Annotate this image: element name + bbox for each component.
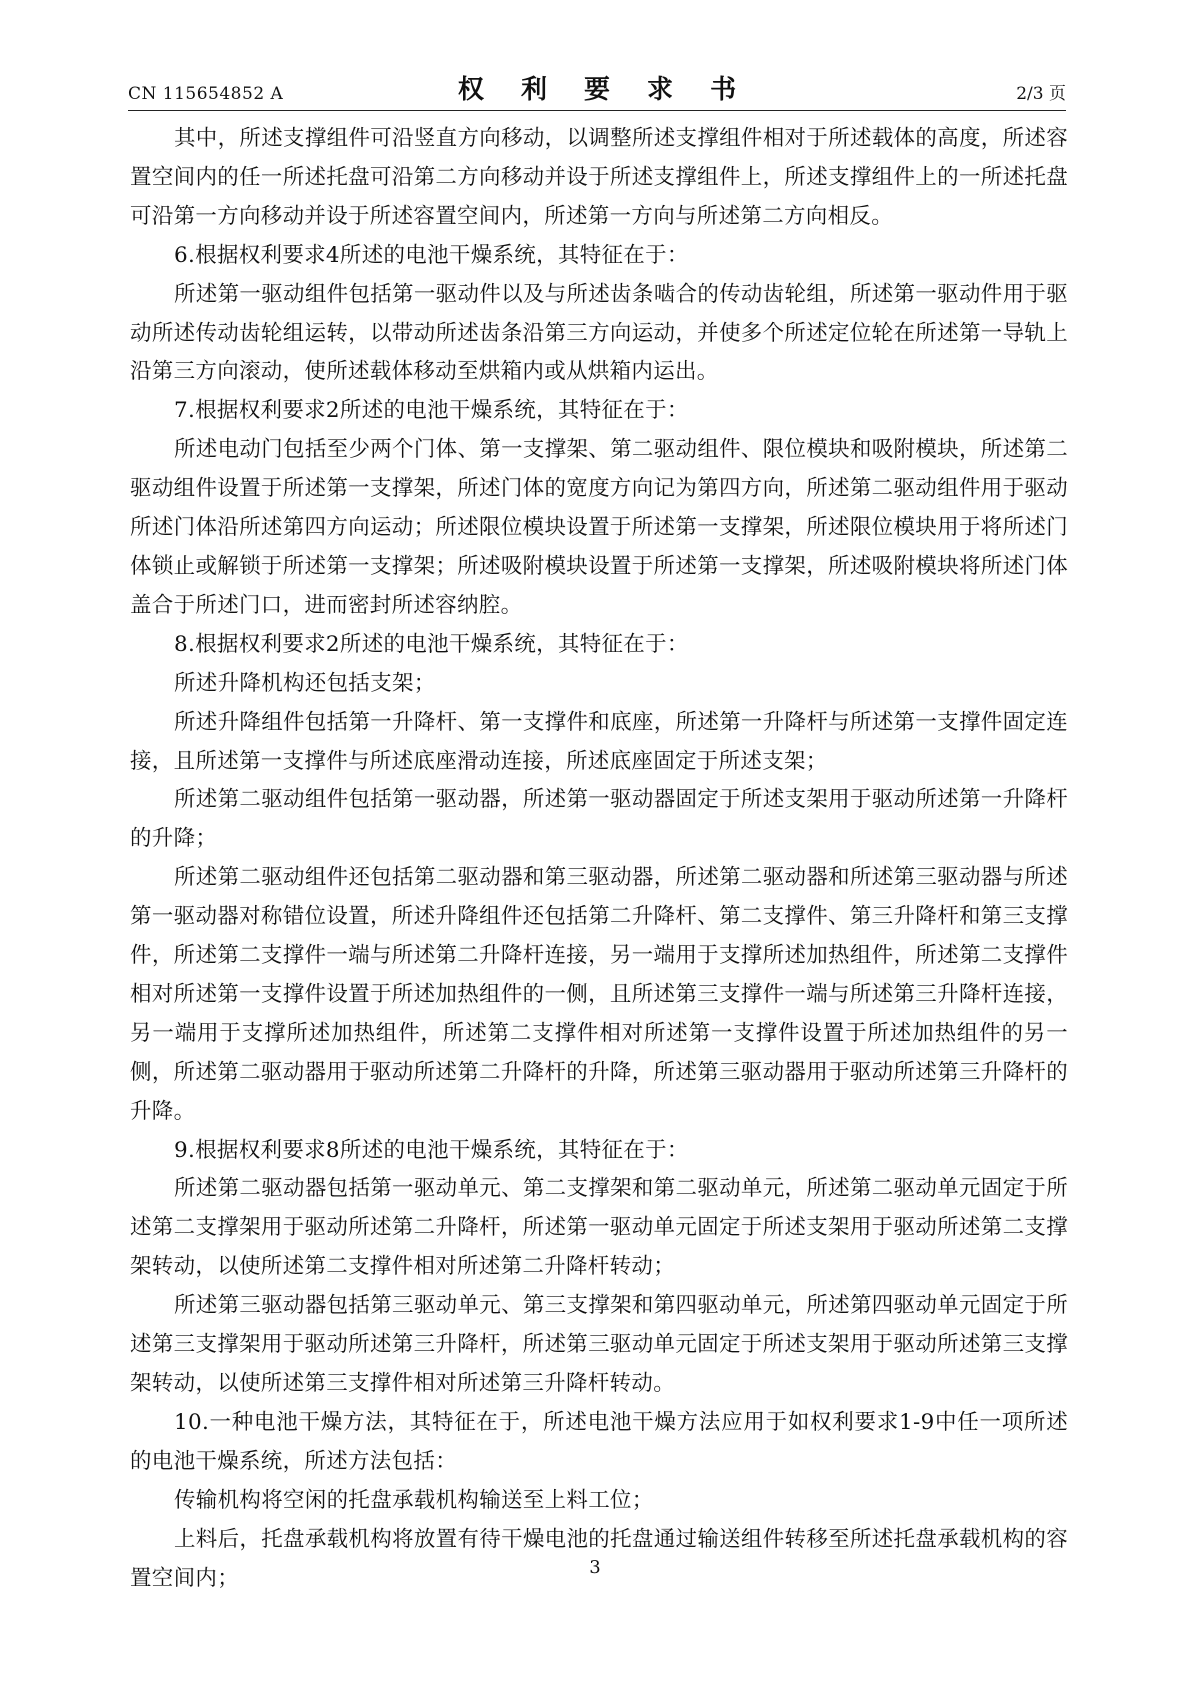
page-indicator: 2/3 页 xyxy=(1016,84,1066,104)
page-header xyxy=(128,70,1066,110)
claim-paragraph: 其中，所述支撑组件可沿竖直方向移动，以调整所述支撑组件相对于所述载体的高度，所述容置空间内的任一所述托盘可沿第二方向移动并设于所述支撑组件上，所述支撑组件上的一所述托盘可沿第一方向移动并设于所述容置空间内，所述第一方向与所述第二方向相反。 xyxy=(130,126,1068,229)
claim-7-heading: 7.根据权利要求2所述的电池干燥系统，其特征在于： xyxy=(174,398,689,424)
claim-paragraph: 所述第二驱动组件包括第一驱动器，所述第一驱动器固定于所述支架用于驱动所述第一升降杆的升降； xyxy=(130,787,1068,852)
claim-paragraph: 所述第一驱动组件包括第一驱动件以及与所述齿条啮合的传动齿轮组，所述第一驱动件用于驱动所述传动齿轮组运转，以带动所述齿条沿第三方向运动，并使多个所述定位轮在所述第一导轨上沿第三方向滚动，使所述载体移动至烘箱内或从烘箱内运出。 xyxy=(130,281,1068,385)
claims-body xyxy=(130,120,1068,1598)
page-number: 3 xyxy=(589,1557,601,1578)
claim-paragraph: 所述电动门包括至少两个门体、第一支撑架、第二驱动组件、限位模块和吸附模块，所述第二驱动组件设置于所述第一支撑架，所述门体的宽度方向记为第四方向，所述第二驱动组件用于驱动所述门体沿所述第四方向运动；所述限位模块设置于所述第一支撑架，所述限位模块用于将所述门体锁止或解锁于所述第一支撑架；所述吸附模块设置于所述第一支撑架，所述吸附模块将所述门体盖合于所述门口，进而密封所述容纳腔。 xyxy=(130,437,1068,618)
header-divider xyxy=(128,110,1066,111)
publication-number: CN 115654852 A xyxy=(128,84,284,104)
claim-paragraph: 上料后，托盘承载机构将放置有待干燥电池的托盘通过输送组件转移至所述托盘承载机构的容置空间内； xyxy=(130,1526,1068,1591)
claim-paragraph: 所述升降组件包括第一升降杆、第一支撑件和底座，所述第一升降杆与所述第一支撑件固定连接，且所述第一支撑件与所述底座滑动连接，所述底座固定于所述支架； xyxy=(130,709,1068,774)
claim-6-heading: 6.根据权利要求4所述的电池干燥系统，其特征在于： xyxy=(174,242,689,268)
claim-paragraph: 所述第二驱动组件还包括第二驱动器和第三驱动器，所述第二驱动器和所述第三驱动器与所述第一驱动器对称错位设置，所述升降组件还包括第二升降杆、第二支撑件、第三升降杆和第三支撑件，所述第二支撑件一端与所述第二升降杆连接，另一端用于支撑所述加热组件，所述第二支撑件相对所述第一支撑件设置于所述加热组件的一侧，且所述第三支撑件一端与所述第三升降杆连接，另一端用于支撑所述加热组件，所述第二支撑件相对所述第一支撑件设置于所述加热组件的另一侧，所述第二驱动器用于驱动所述第二升降杆的升降，所述第三驱动器用于驱动所述第三升降杆的升降。 xyxy=(130,865,1068,1124)
claim-paragraph: 传输机构将空闲的托盘承载机构输送至上料工位； xyxy=(174,1487,654,1513)
claim-8-heading: 8.根据权利要求2所述的电池干燥系统，其特征在于： xyxy=(174,631,689,657)
claim-paragraph: 所述第二驱动器包括第一驱动单元、第二支撑架和第二驱动单元，所述第二驱动单元固定于所述第二支撑架用于驱动所述第二升降杆，所述第一驱动单元固定于所述支架用于驱动所述第二支撑架转动，以使所述第二支撑件相对所述第二升降杆转动； xyxy=(130,1176,1068,1280)
document-title: 权 利 要 求 书 xyxy=(457,75,751,105)
claim-10-heading: 10.一种电池干燥方法，其特征在于，所述电池干燥方法应用于如权利要求1-9中任一项所述的电池干燥系统，所述方法包括： xyxy=(130,1409,1068,1474)
claim-9-heading: 9.根据权利要求8所述的电池干燥系统，其特征在于： xyxy=(174,1137,689,1163)
claim-paragraph: 所述第三驱动器包括第三驱动单元、第三支撑架和第四驱动单元，所述第四驱动单元固定于所述第三支撑架用于驱动所述第三升降杆，所述第三驱动单元固定于所述支架用于驱动所述第三支撑架转动，以使所述第三支撑件相对所述第三升降杆转动。 xyxy=(130,1293,1068,1396)
claim-paragraph: 所述升降机构还包括支架； xyxy=(174,670,436,696)
